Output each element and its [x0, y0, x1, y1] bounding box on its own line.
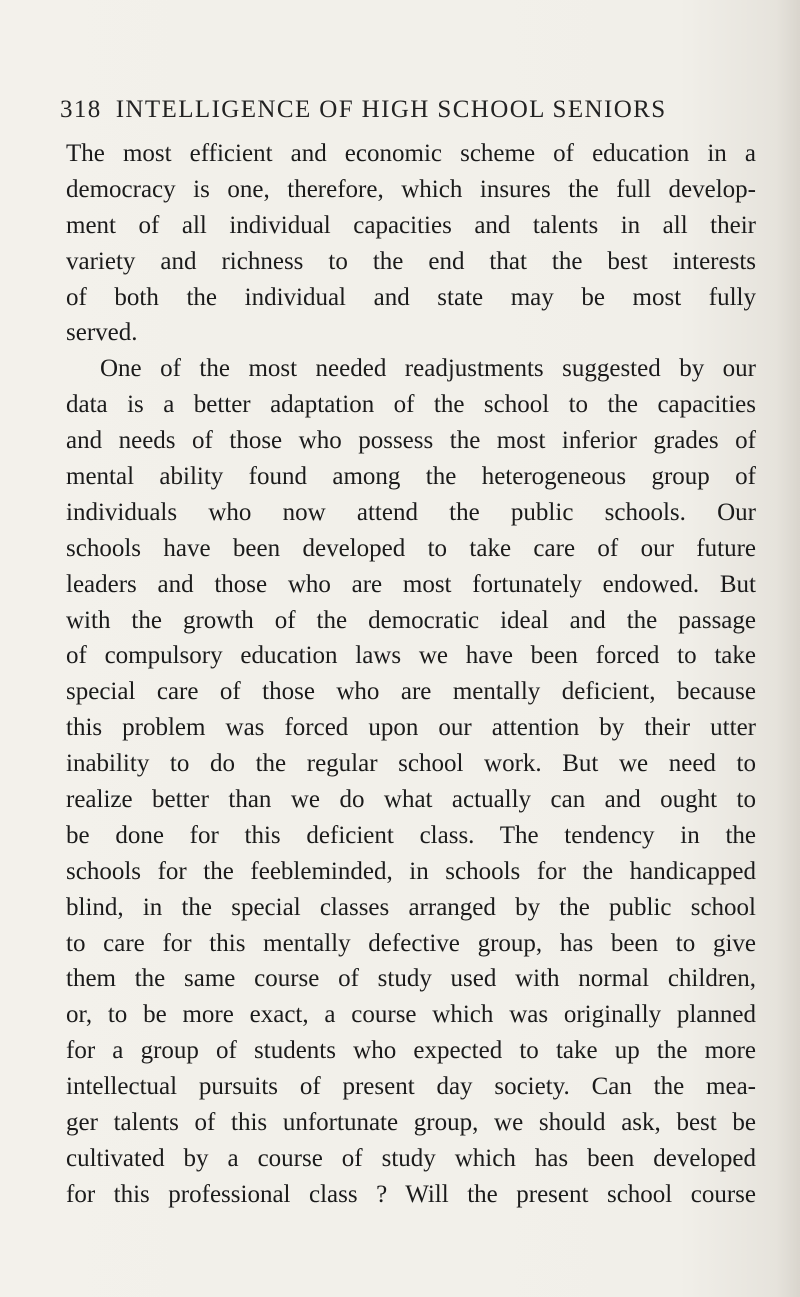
text-line: leaders and those who are most fortunately endowed. But	[66, 570, 756, 598]
text-line: blind, in the special classes arranged by the public school	[66, 893, 756, 921]
text-line: with the growth of the democratic ideal and the passage	[66, 606, 756, 634]
running-head	[60, 96, 750, 124]
text-line: individuals who now attend the public schools. Our	[66, 498, 756, 526]
text-line: served.	[66, 319, 138, 347]
text-line: this problem was forced upon our attention by their utter	[66, 714, 756, 742]
text-line: ment of all individual capacities and talents in all their	[66, 211, 756, 239]
text-line: or, to be more exact, a course which was originally planned	[66, 1001, 756, 1029]
text-line: schools for the feebleminded, in schools for the handicapped	[66, 857, 756, 885]
text-line: realize better than we do what actually can and ought to	[66, 786, 756, 814]
text-line: The most efficient and economic scheme of education in a	[66, 140, 756, 167]
text-line: One of the most needed readjustments suggested by our	[100, 355, 756, 383]
text-line: ger talents of this unfortunate group, we should ask, best be	[66, 1109, 756, 1137]
text-line: intellectual pursuits of present day society. Can the mea-	[66, 1073, 756, 1101]
running-head-title: INTELLIGENCE OF HIGH SCHOOL SENIORS	[115, 96, 667, 123]
text-line: them the same course of study used with normal children,	[66, 965, 756, 993]
body-text	[66, 136, 756, 1213]
text-line: of compulsory education laws we have been forced to take	[66, 642, 756, 670]
text-line: for this professional class ? Will the present school course	[66, 1180, 756, 1208]
text-line: to care for this mentally defective group, has been to give	[66, 929, 756, 957]
text-line: cultivated by a course of study which has been developed	[66, 1144, 756, 1172]
text-line: and needs of those who possess the most inferior grades of	[66, 427, 756, 455]
text-line: of both the individual and state may be most fully	[66, 283, 756, 311]
page-number: 318	[60, 96, 102, 123]
text-line: mental ability found among the heterogeneous group of	[66, 463, 756, 491]
text-line: schools have been developed to take care of our future	[66, 534, 756, 562]
text-line: variety and richness to the end that the best interests	[66, 247, 756, 275]
text-line: democracy is one, therefore, which insures the full develop-	[66, 175, 756, 203]
text-line: be done for this deficient class. The tendency in the	[66, 821, 756, 849]
text-line: special care of those who are mentally deficient, because	[66, 678, 756, 706]
text-line: inability to do the regular school work. But we need to	[66, 750, 756, 778]
text-line: for a group of students who expected to take up the more	[66, 1037, 756, 1065]
text-line: data is a better adaptation of the school to the capacities	[66, 391, 756, 419]
